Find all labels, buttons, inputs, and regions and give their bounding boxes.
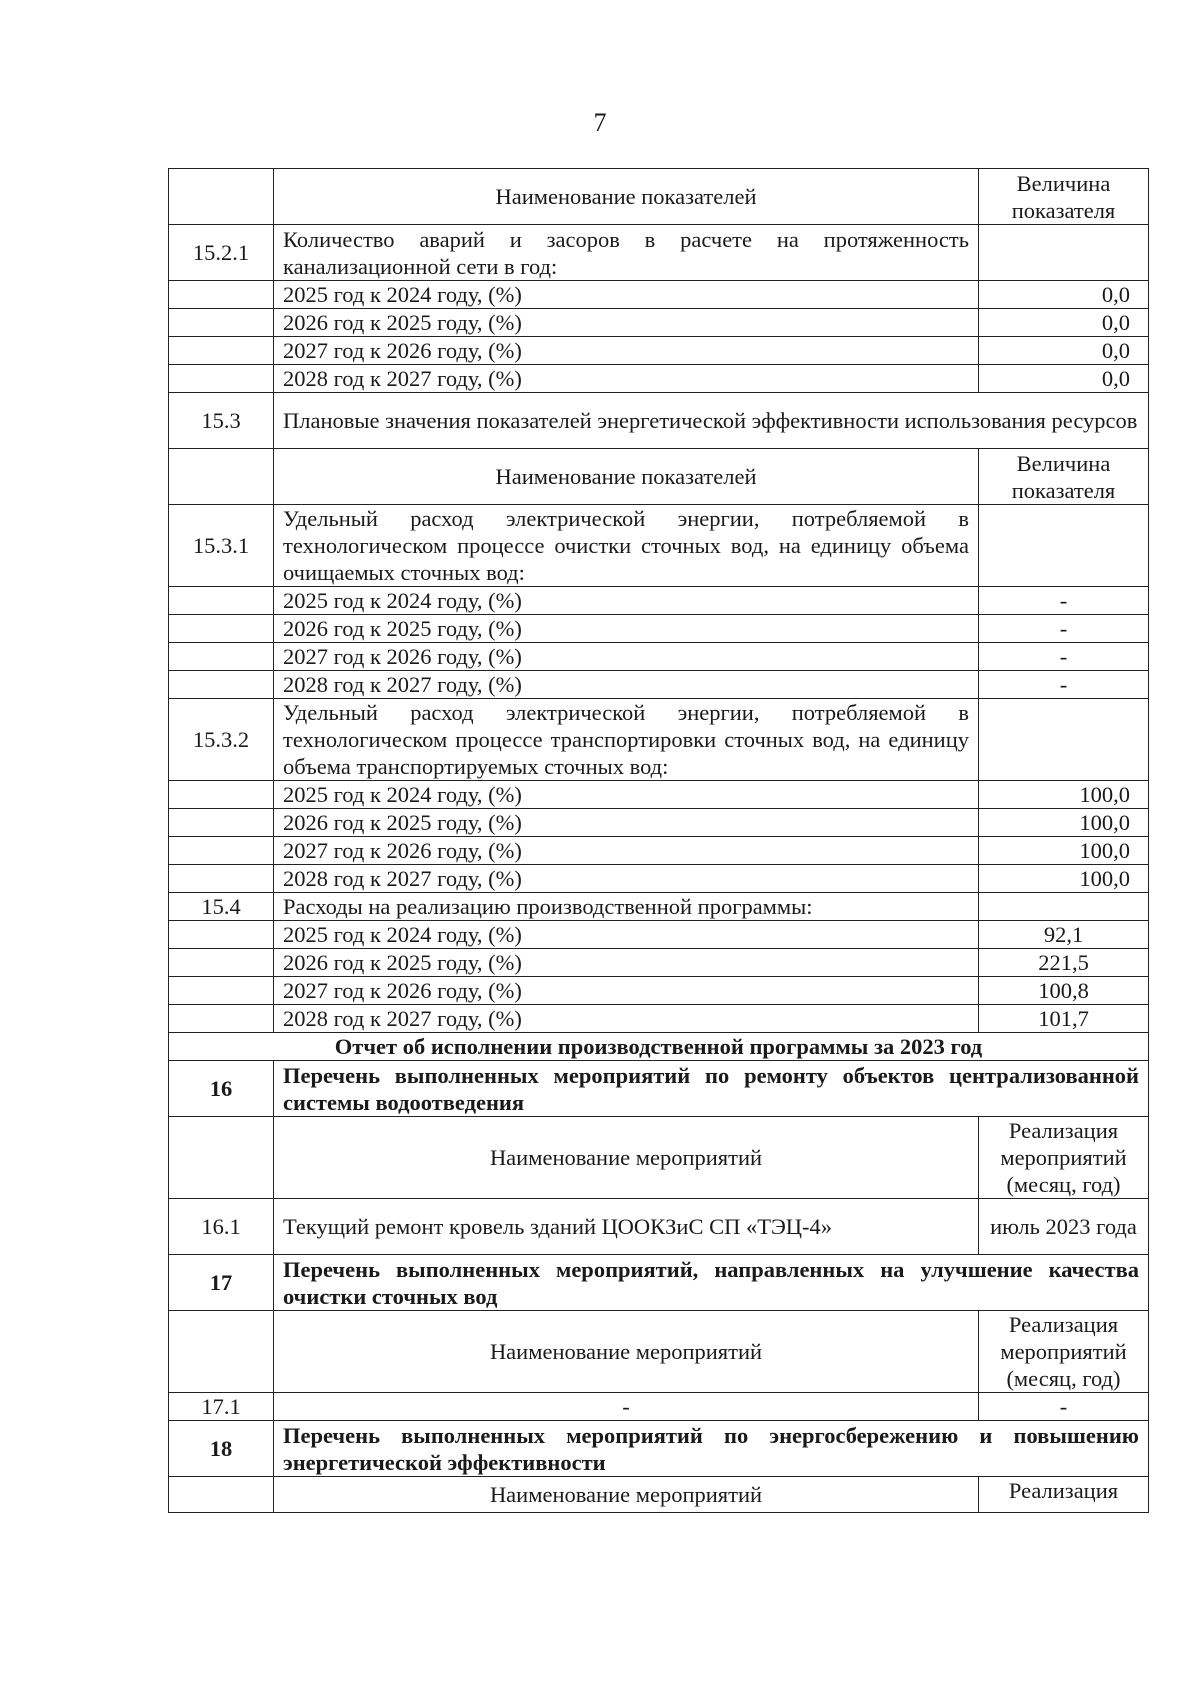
section-title: Удельный расход электрической энергии, потребляемой в технологическом процессе транспортировки сточных вод, на единицу объема транспортируемых сточных вод: (274, 699, 979, 781)
empty-value (979, 893, 1149, 921)
section-title: Плановые значения показателей энергетической эффективности использования ресурсов (274, 393, 1149, 449)
table-row (169, 365, 1149, 393)
section-number: 16 (169, 1061, 274, 1117)
events-header-value: Реализация мероприятий (месяц, год) (979, 1311, 1149, 1393)
row-value: 0,0 (979, 309, 1149, 337)
row-value: 100,8 (979, 977, 1149, 1005)
section-number: 18 (169, 1421, 274, 1477)
table-row (169, 921, 1149, 949)
subheader-num-cell (169, 449, 274, 505)
event-name: - (274, 1393, 979, 1421)
empty-num (169, 671, 274, 699)
events-header-value: Реализация мероприятий (месяц, год) (979, 1117, 1149, 1199)
table-row (169, 281, 1149, 309)
row-label: 2027 год к 2026 году, (%) (274, 643, 979, 671)
section-title: Удельный расход электрической энергии, потребляемой в технологическом процессе очистки сточных вод, на единицу объема очищаемых сточных вод: (274, 505, 979, 587)
event-name: Текущий ремонт кровель зданий ЦООКЗиС СП «ТЭЦ-4» (274, 1199, 979, 1255)
row-label: 2025 год к 2024 году, (%) (274, 781, 979, 809)
row-label: 2028 год к 2027 году, (%) (274, 671, 979, 699)
row-label: 2027 год к 2026 году, (%) (274, 837, 979, 865)
row-value: 100,0 (979, 809, 1149, 837)
empty-num (169, 837, 274, 865)
events-header-num-cell (169, 1117, 274, 1199)
empty-num (169, 781, 274, 809)
empty-value (979, 699, 1149, 781)
row-label: 2026 год к 2025 году, (%) (274, 309, 979, 337)
row-number: 17.1 (169, 1393, 274, 1421)
section-title: Перечень выполненных мероприятий по ремонту объектов централизованной системы водоотведения (274, 1061, 1149, 1117)
report-title-row (169, 1033, 1149, 1061)
table-row (169, 781, 1149, 809)
row-label: 2027 год к 2026 году, (%) (274, 337, 979, 365)
empty-num (169, 1005, 274, 1033)
table-row (169, 337, 1149, 365)
empty-num (169, 281, 274, 309)
table-row (169, 643, 1149, 671)
empty-num (169, 587, 274, 615)
events-header (169, 1311, 1149, 1393)
row-value: 92,1 (979, 921, 1149, 949)
empty-num (169, 309, 274, 337)
empty-num (169, 977, 274, 1005)
table-row (169, 671, 1149, 699)
row-label: 2025 год к 2024 году, (%) (274, 921, 979, 949)
row-label: 2026 год к 2025 году, (%) (274, 615, 979, 643)
row-label: 2026 год к 2025 году, (%) (274, 949, 979, 977)
row-value: 0,0 (979, 337, 1149, 365)
row-label: 2025 год к 2024 году, (%) (274, 281, 979, 309)
empty-num (169, 365, 274, 393)
row-value: 101,7 (979, 1005, 1149, 1033)
header-num-cell (169, 169, 274, 225)
empty-num (169, 809, 274, 837)
table-row (169, 809, 1149, 837)
events-header-num-cell (169, 1311, 274, 1393)
section-title: Перечень выполненных мероприятий, направленных на улучшение качества очистки сточных вод (274, 1255, 1149, 1311)
table-row (169, 837, 1149, 865)
row-value: - (979, 671, 1149, 699)
events-header-name: Наименование мероприятий (274, 1311, 979, 1393)
section-18-title (169, 1421, 1149, 1477)
section-title: Количество аварий и засоров в расчете на протяженность канализационной сети в год: (274, 225, 979, 281)
page-number: 7 (593, 108, 607, 137)
row-number: 16.1 (169, 1199, 274, 1255)
row-value: 100,0 (979, 781, 1149, 809)
section-15-3-2-title (169, 699, 1149, 781)
empty-value (979, 505, 1149, 587)
empty-num (169, 615, 274, 643)
row-label: 2028 год к 2027 году, (%) (274, 865, 979, 893)
event-date: июль 2023 года (979, 1199, 1149, 1255)
events-header (169, 1117, 1149, 1199)
event-date: - (979, 1393, 1149, 1421)
section-number: 15.3.2 (169, 699, 274, 781)
indicator-table (168, 168, 1148, 1513)
row-label: 2027 год к 2026 году, (%) (274, 977, 979, 1005)
table-row (169, 1005, 1149, 1033)
row-label: 2028 год к 2027 году, (%) (274, 1005, 979, 1033)
row-value: 0,0 (979, 281, 1149, 309)
table-header (169, 169, 1149, 225)
row-label: 2028 год к 2027 году, (%) (274, 365, 979, 393)
row-label: 2026 год к 2025 году, (%) (274, 809, 979, 837)
section-number: 15.2.1 (169, 225, 274, 281)
section-title: Перечень выполненных мероприятий по энергосбережению и повышению энергетической эффективности (274, 1421, 1149, 1477)
row-value: 100,0 (979, 837, 1149, 865)
section-15-3-title (169, 393, 1149, 449)
section-17-title (169, 1255, 1149, 1311)
events-header-value: Реализация (979, 1477, 1149, 1513)
section-number: 15.3.1 (169, 505, 274, 587)
subheader-name: Наименование показателей (274, 449, 979, 505)
row-label: 2025 год к 2024 году, (%) (274, 587, 979, 615)
table-row (169, 865, 1149, 893)
row-value: 0,0 (979, 365, 1149, 393)
table-row (169, 1393, 1149, 1421)
events-header-name: Наименование мероприятий (274, 1117, 979, 1199)
section-number: 17 (169, 1255, 274, 1311)
table-row (169, 615, 1149, 643)
section-title: Расходы на реализацию производственной программы: (274, 893, 979, 921)
section-15-2-1-title (169, 225, 1149, 281)
subheader-value: Величина показателя (979, 449, 1149, 505)
row-value: - (979, 615, 1149, 643)
section-16-title (169, 1061, 1149, 1117)
table-row (169, 949, 1149, 977)
row-value: 100,0 (979, 865, 1149, 893)
row-value: - (979, 587, 1149, 615)
empty-num (169, 643, 274, 671)
row-value: 221,5 (979, 949, 1149, 977)
empty-num (169, 949, 274, 977)
header-name: Наименование показателей (274, 169, 979, 225)
table-row (169, 977, 1149, 1005)
empty-num (169, 921, 274, 949)
table-row (169, 1199, 1149, 1255)
report-title: Отчет об исполнении производственной программы за 2023 год (169, 1033, 1149, 1061)
header-value: Величина показателя (979, 169, 1149, 225)
table-subheader (169, 449, 1149, 505)
section-number: 15.4 (169, 893, 274, 921)
section-number: 15.3 (169, 393, 274, 449)
section-15-3-1-title (169, 505, 1149, 587)
row-value: - (979, 643, 1149, 671)
table-row (169, 309, 1149, 337)
section-15-4-title (169, 893, 1149, 921)
events-header-name: Наименование мероприятий (274, 1477, 979, 1513)
empty-num (169, 337, 274, 365)
empty-num (169, 865, 274, 893)
empty-value (979, 225, 1149, 281)
events-header (169, 1477, 1149, 1513)
events-header-num-cell (169, 1477, 274, 1513)
table-row (169, 587, 1149, 615)
